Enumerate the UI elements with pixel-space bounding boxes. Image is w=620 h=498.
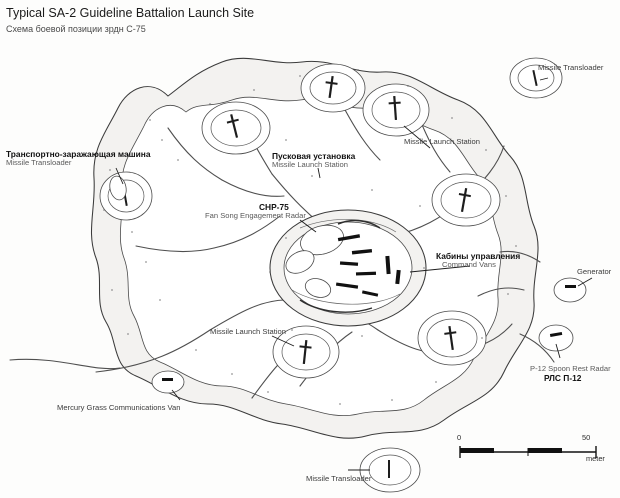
label-spoon-rest-en: P-12 Spoon Rest Radar (530, 364, 611, 373)
label-fan-song-ru: СНР-75 (259, 202, 289, 212)
label-spoon-rest-ru: РЛС П-12 (544, 372, 582, 383)
label-command-vans-en: Command Vans (442, 260, 496, 270)
scale-tick-right: 50 (582, 433, 591, 442)
label-command-vans (436, 252, 520, 270)
central-compound (270, 210, 426, 326)
label-launcher-center (272, 152, 355, 170)
diagram-subtitle: Схема боевой позиции зрдн С-75 (6, 24, 146, 34)
label-spoon-rest (530, 365, 611, 383)
label-mercury-grass: Mercury Grass Communications Van (57, 403, 181, 412)
label-transloader-top-right: Missile Transloader (538, 63, 604, 72)
label-launch-station-top-right: Missile Launch Station (404, 137, 480, 146)
label-transloader-left-ru: Транспортно-заражающая машина (6, 149, 151, 159)
scale-unit: meter (586, 454, 605, 463)
label-transloader-bottom: Missile Transloader (306, 474, 372, 483)
label-transloader-left (6, 150, 151, 168)
label-fan-song (205, 203, 306, 221)
label-launcher-center-en: Missile Launch Station (272, 160, 348, 170)
scale-tick-left: 0 (457, 433, 462, 442)
label-generator: Generator (577, 267, 612, 276)
label-fan-song-en: Fan Song Engagement Radar (205, 211, 306, 221)
label-launch-station-lower-left: Missile Launch Station (210, 327, 286, 336)
label-command-vans-ru: Кабины управления (436, 251, 521, 261)
scale-bar (460, 446, 596, 458)
label-launcher-center-ru: Пусковая установка (272, 151, 356, 161)
diagram-title: Typical SA-2 Guideline Battalion Launch Site (6, 6, 255, 20)
label-transloader-left-en: Missile Transloader (6, 158, 72, 168)
